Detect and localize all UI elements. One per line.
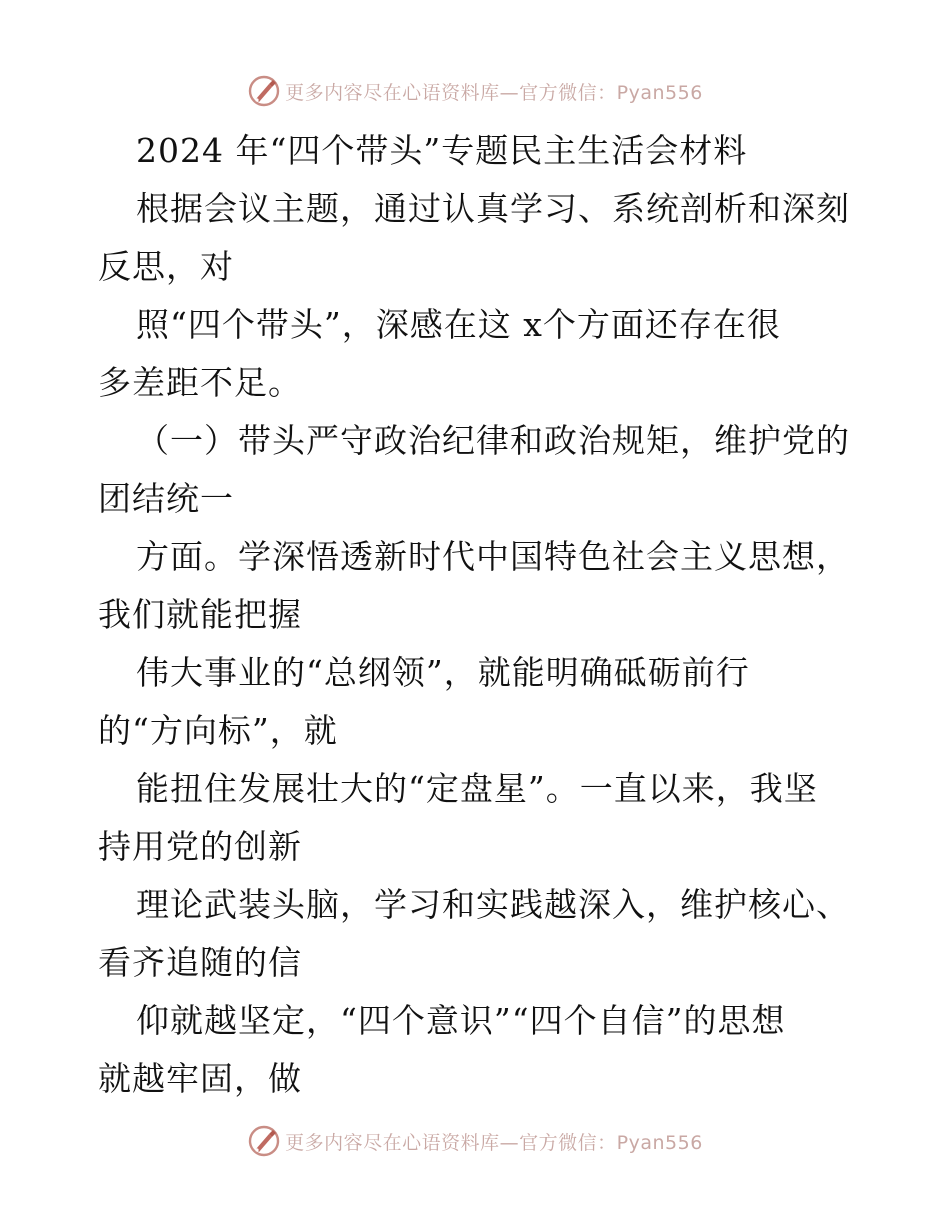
document-line: 理论武装头脑，学习和实践越深入，维护核心、 [136, 885, 850, 924]
document-line: 反思，对 [98, 247, 234, 286]
document-line: 方面。学深悟透新时代中国特色社会主义思想， [136, 537, 850, 576]
document-line: 团结统一 [98, 479, 234, 518]
document-line: 2024 年“四个带头”专题民主生活会材料 [136, 131, 748, 170]
fountain-pen-logo-icon [247, 74, 281, 108]
document-line: 持用党的创新 [98, 827, 302, 866]
fountain-pen-logo-icon [247, 1124, 281, 1158]
document-line: 根据会议主题，通过认真学习、系统剖析和深刻 [136, 189, 850, 228]
document-line: 能扭住发展壮大的“定盘星”。一直以来，我坚 [136, 769, 818, 808]
footer-watermark [0, 1121, 950, 1161]
document-line: 就越牢固，做 [98, 1059, 302, 1098]
watermark-text: 更多内容尽在心语资料库—官方微信：Pyan556 [285, 81, 703, 104]
watermark-text: 更多内容尽在心语资料库—官方微信：Pyan556 [285, 1131, 703, 1154]
document-line: （一）带头严守政治纪律和政治规矩，维护党的 [136, 421, 850, 460]
document-line: 仰就越坚定，“四个意识”“四个自信”的思想 [136, 1001, 786, 1040]
header-watermark [0, 71, 950, 111]
document-line: 看齐追随的信 [98, 943, 302, 982]
document-line: 多差距不足。 [98, 363, 302, 402]
document-line: 照“四个带头”，深感在这 x个方面还存在很 [136, 305, 781, 344]
document-line: 伟大事业的“总纲领”，就能明确砥砺前行 [136, 653, 750, 692]
document-body [98, 122, 858, 1108]
document-line: 我们就能把握 [98, 595, 302, 634]
document-line: 的“方向标”，就 [98, 711, 338, 750]
